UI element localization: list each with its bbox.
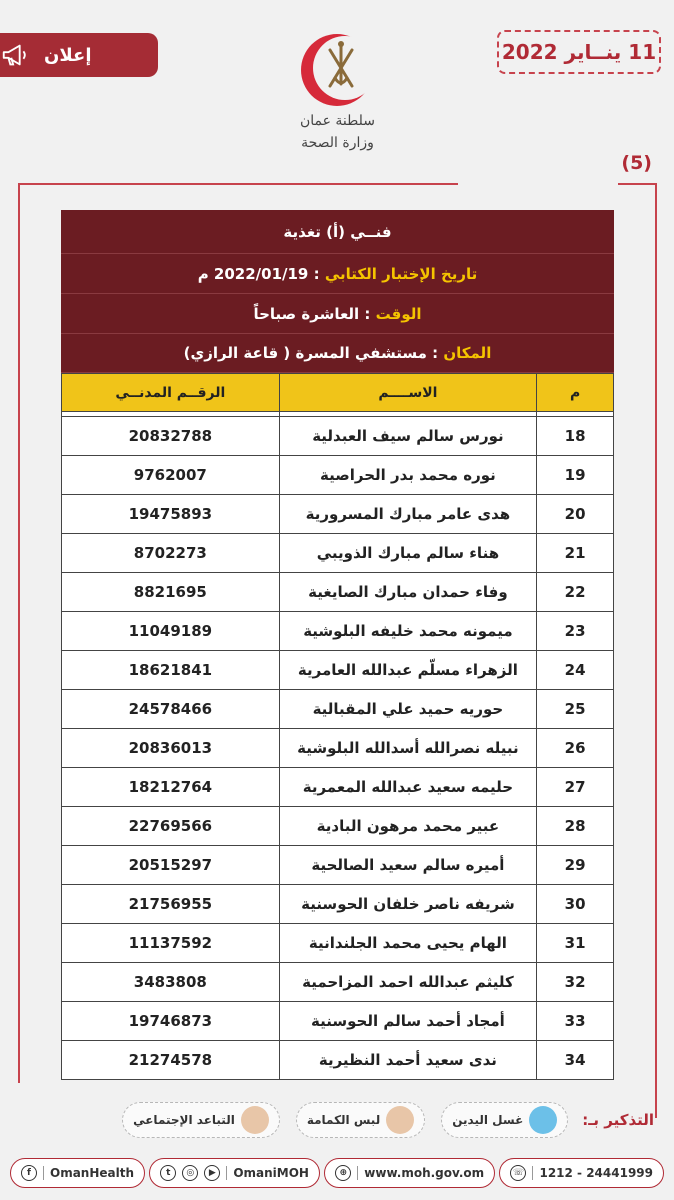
exam-date-value: : 2022/01/19 م [197, 264, 320, 283]
row-number-cell: 18 [537, 417, 614, 456]
table-title [61, 210, 614, 254]
youtube-icon: ▶ [204, 1165, 220, 1181]
candidate-name-cell: حليمه سعيد عبدالله المعمرية [279, 768, 537, 807]
civil-id-cell: 9762007 [62, 456, 280, 495]
facebook-icon: f [21, 1165, 37, 1181]
table-row [62, 651, 614, 690]
face-mask-icon [386, 1106, 414, 1134]
civil-id-cell: 18621841 [62, 651, 280, 690]
exam-date-label: تاريخ الإختبار الكتابي [324, 264, 478, 283]
civil-id-cell: 11137592 [62, 924, 280, 963]
footer-facebook[interactable] [10, 1158, 145, 1188]
row-number-cell: 33 [537, 1002, 614, 1041]
exam-date-row [61, 254, 614, 294]
table-row [62, 534, 614, 573]
separator [43, 1166, 44, 1180]
table-row [62, 495, 614, 534]
frame-right-top-stub [618, 183, 656, 185]
footer-social-oman-health: OmanHealth [50, 1166, 135, 1180]
candidate-name-cell: شريفه ناصر خلفان الحوسنية [279, 885, 537, 924]
table-row [62, 924, 614, 963]
row-number-cell: 34 [537, 1041, 614, 1080]
separator [357, 1166, 358, 1180]
frame-left [18, 183, 20, 1083]
table-row [62, 417, 614, 456]
column-header-name: الاســــم [279, 374, 537, 412]
table-row [62, 573, 614, 612]
table-row [62, 1041, 614, 1080]
candidate-name-cell: هناء سالم مبارك الذويبي [279, 534, 537, 573]
row-number-cell: 22 [537, 573, 614, 612]
table-row [62, 768, 614, 807]
page-number: (5) [621, 152, 652, 174]
table-row [62, 456, 614, 495]
reminder-mask [296, 1102, 425, 1138]
hand-washing-icon [529, 1106, 557, 1134]
announcement-badge [0, 33, 158, 77]
candidate-name-cell: هدى عامر مبارك المسرورية [279, 495, 537, 534]
column-header-civil-id: الرقــم المدنــي [62, 374, 280, 412]
row-number-cell: 30 [537, 885, 614, 924]
civil-id-cell: 11049189 [62, 612, 280, 651]
candidate-name-cell: الهام يحيى محمد الجلندانية [279, 924, 537, 963]
candidate-name-cell: الزهراء مسلّم عبدالله العامرية [279, 651, 537, 690]
civil-id-cell: 19475893 [62, 495, 280, 534]
table-body [62, 412, 614, 1080]
reminder-bar [86, 1093, 654, 1147]
crescent-emblem-icon [275, 30, 400, 110]
logo-text-line2: وزارة الصحة [301, 135, 374, 151]
candidate-name-cell: أميره سالم سعيد الصالحية [279, 846, 537, 885]
civil-id-cell: 20515297 [62, 846, 280, 885]
candidate-name-cell: أمجاد أحمد سالم الحوسنية [279, 1002, 537, 1041]
civil-id-cell: 18212764 [62, 768, 280, 807]
time-label: الوقت [375, 304, 422, 323]
column-header-number: م [537, 374, 614, 412]
table-row [62, 729, 614, 768]
row-number-cell: 24 [537, 651, 614, 690]
candidate-table [61, 210, 614, 1080]
row-number-cell: 23 [537, 612, 614, 651]
footer [10, 1157, 664, 1189]
row-number-cell: 27 [537, 768, 614, 807]
civil-id-cell: 20832788 [62, 417, 280, 456]
civil-id-cell: 21756955 [62, 885, 280, 924]
reminder-title: التذكير بـ: [582, 1111, 654, 1129]
place-label: المكان [443, 344, 492, 362]
table-row [62, 690, 614, 729]
megaphone-icon [0, 40, 30, 70]
civil-id-cell: 3483808 [62, 963, 280, 1002]
table-row [62, 846, 614, 885]
table-row [62, 1002, 614, 1041]
instagram-icon: ◎ [182, 1165, 198, 1181]
time-row [61, 294, 614, 334]
date-badge [497, 30, 661, 74]
time-value: : العاشرة صباحاً [253, 304, 371, 323]
candidate-name-cell: ندى سعيد أحمد النظيرية [279, 1041, 537, 1080]
row-number-cell: 26 [537, 729, 614, 768]
table-row [62, 612, 614, 651]
reminder-label: غسل اليدين [452, 1113, 524, 1127]
civil-id-cell: 8702273 [62, 534, 280, 573]
candidate-name-cell: عبير محمد مرهون البادية [279, 807, 537, 846]
announcement-label: إعلان [44, 44, 92, 66]
separator [226, 1166, 227, 1180]
reminder-label: لبس الكمامة [306, 1113, 381, 1127]
candidate-name-cell: نورس سالم سيف العبدلية [279, 417, 537, 456]
civil-id-cell: 20836013 [62, 729, 280, 768]
candidate-name-cell: حوريه حميد علي المقبالية [279, 690, 537, 729]
date-text: 11 ينــاير 2022 [501, 40, 657, 64]
logo-text-line1: سلطنة عمان [299, 113, 376, 129]
reminder-hand-washing [441, 1102, 568, 1138]
table-row [62, 963, 614, 1002]
table-title-text: فنــي (أ) تغذية [283, 222, 392, 241]
footer-social-omani-moh: OmaniMOH [233, 1166, 309, 1180]
separator [532, 1166, 533, 1180]
row-number-cell: 28 [537, 807, 614, 846]
row-number-cell: 20 [537, 495, 614, 534]
civil-id-cell: 19746873 [62, 1002, 280, 1041]
ministry-logo [275, 30, 400, 160]
footer-website[interactable] [324, 1158, 495, 1188]
footer-social-links[interactable] [149, 1158, 320, 1188]
candidate-name-cell: نبيله نصرالله أسدالله البلوشية [279, 729, 537, 768]
frame-right [655, 183, 657, 1118]
candidate-list [61, 373, 614, 1080]
row-number-cell: 32 [537, 963, 614, 1002]
globe-icon: ⊕ [335, 1165, 351, 1181]
footer-website-text: www.moh.gov.om [364, 1166, 485, 1180]
footer-phone-text: 1212 - 24441999 [539, 1166, 653, 1180]
candidate-name-cell: كليثم عبدالله احمد المزاحمية [279, 963, 537, 1002]
table-row [62, 885, 614, 924]
civil-id-cell: 8821695 [62, 573, 280, 612]
row-number-cell: 31 [537, 924, 614, 963]
reminder-distancing [122, 1102, 280, 1138]
civil-id-cell: 24578466 [62, 690, 280, 729]
table-header-row [62, 374, 614, 412]
row-number-cell: 19 [537, 456, 614, 495]
reminder-label: التباعد الإجتماعي [133, 1113, 235, 1127]
place-row [61, 334, 614, 373]
candidate-name-cell: ميمونه محمد خليفه البلوشية [279, 612, 537, 651]
logo-text [275, 110, 400, 154]
row-number-cell: 29 [537, 846, 614, 885]
table-row [62, 807, 614, 846]
footer-phone[interactable] [499, 1158, 664, 1188]
civil-id-cell: 21274578 [62, 1041, 280, 1080]
candidate-name-cell: نوره محمد بدر الحراصية [279, 456, 537, 495]
twitter-icon: t [160, 1165, 176, 1181]
phone-icon: ☏ [510, 1165, 526, 1181]
place-value: : مستشفي المسرة ( قاعة الرازي) [183, 344, 439, 362]
frame-top-left [18, 183, 458, 185]
candidate-name-cell: وفاء حمدان مبارك الصايغية [279, 573, 537, 612]
civil-id-cell: 22769566 [62, 807, 280, 846]
social-distancing-icon [241, 1106, 269, 1134]
row-number-cell: 25 [537, 690, 614, 729]
row-number-cell: 21 [537, 534, 614, 573]
